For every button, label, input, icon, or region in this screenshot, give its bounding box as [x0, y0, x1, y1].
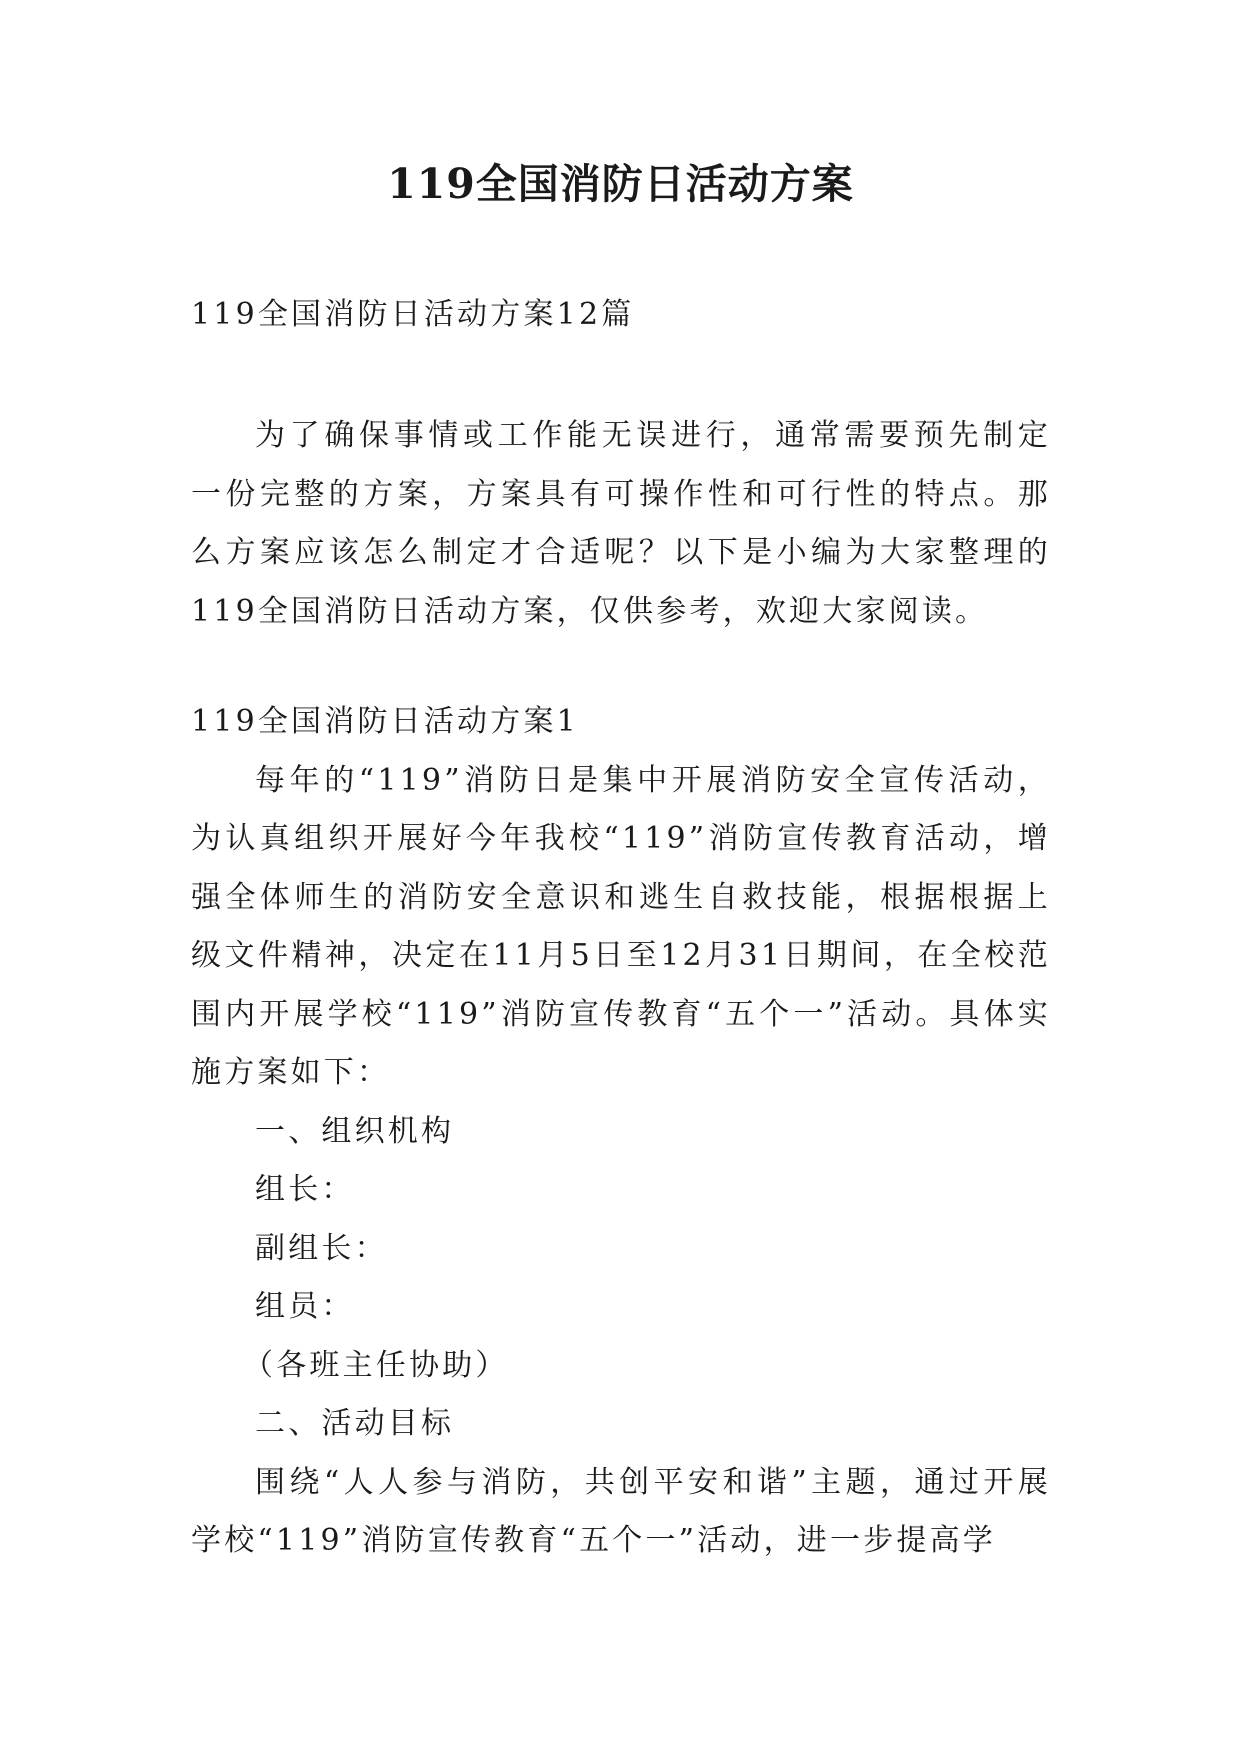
goal-heading: 二、活动目标 [255, 1406, 455, 1441]
document-subtitle: 119全国消防日活动方案12篇 [191, 297, 635, 332]
document-title: 119全国消防日活动方案 [387, 160, 854, 208]
section-1 [191, 693, 1051, 1571]
vice-leader-line: 副组长： [255, 1230, 388, 1266]
members-line: 组员： [255, 1289, 355, 1324]
section-1-heading: 119全国消防日活动方案1 [191, 704, 579, 739]
organization-heading: 一、组织机构 [255, 1113, 455, 1149]
goal-paragraph: 围绕“人人参与消防，共创平安和谐”主题，通过开展学校“119”消防宣传教育“五个一”活动，进一步提高学 [191, 1464, 1051, 1558]
section-1-paragraph: 每年的“119”消防日是集中开展消防安全宣传活动，为认真组织开展好今年我校“119”消防宣传教育活动，增强全体师生的消防安全意识和逃生自救技能，根据根据上级文件精神，决定在11月5日至12月31日期间，在全校范围内开展学校“119”消防宣传教育“五个一”活动。具体实施方案如下： [191, 762, 1051, 1090]
intro-paragraph: 为了确保事情或工作能无误进行，通常需要预先制定一份完整的方案，方案具有可操作性和可行性的特点。那么方案应该怎么制定才合适呢？以下是小编为大家整理的119全国消防日活动方案，仅供参考，欢迎大家阅读。 [191, 418, 1051, 629]
leader-line: 组长： [255, 1172, 355, 1207]
assist-note: （各班主任协助） [243, 1347, 509, 1383]
